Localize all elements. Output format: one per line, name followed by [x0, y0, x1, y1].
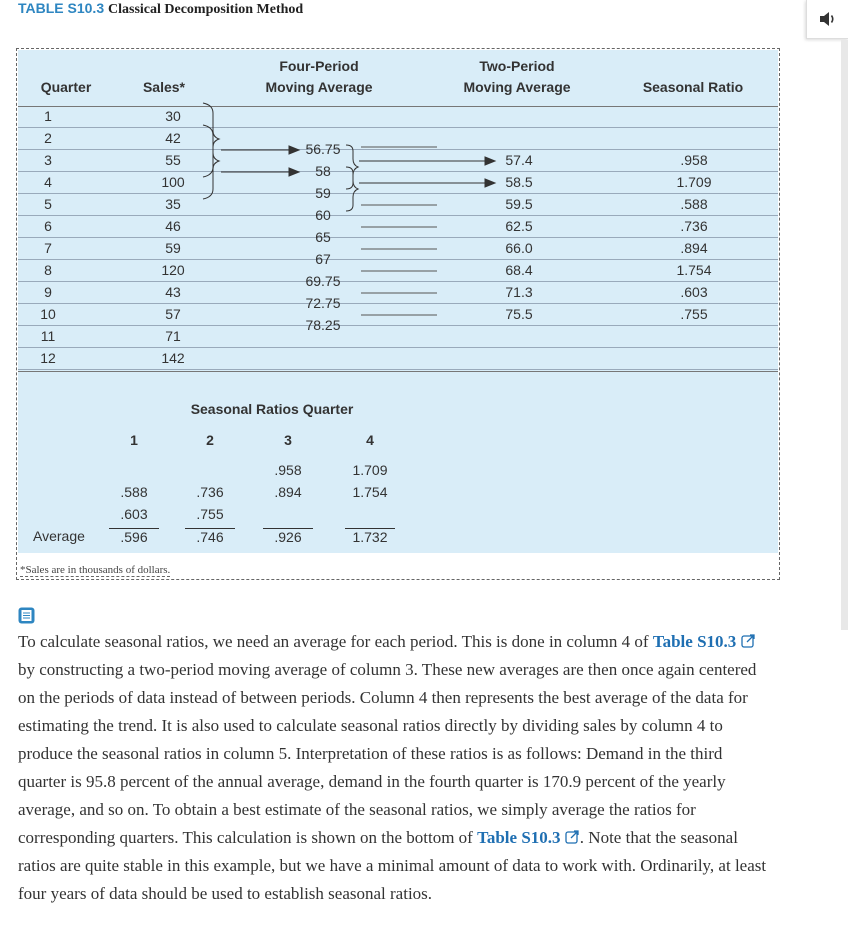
- summary-value: .958: [274, 462, 302, 478]
- body-paragraph: [18, 628, 768, 908]
- sales-brace-2: [203, 125, 219, 199]
- summary-value: 1.754: [352, 484, 388, 500]
- sales-cell: 55: [165, 152, 181, 168]
- arrowhead-56-75: [289, 146, 299, 154]
- sales-cell: 120: [161, 262, 185, 278]
- audio-button[interactable]: [806, 0, 848, 39]
- external-link-icon[interactable]: [741, 634, 756, 648]
- two-period-value: 62.5: [505, 218, 533, 234]
- header-quarter: Quarter: [40, 79, 92, 95]
- quarter-cell: 7: [44, 240, 52, 256]
- footnote: *Sales are in thousands of dollars.: [20, 564, 171, 576]
- header-two-line2: Moving Average: [463, 79, 571, 95]
- average-value: .746: [185, 528, 235, 545]
- four-period-value: 72.75: [305, 295, 341, 311]
- summary-value: .894: [274, 484, 302, 500]
- four-period-value: 56.75: [305, 141, 341, 157]
- table-label: TABLE S10.3: [18, 0, 105, 16]
- header-four-line1: Four-Period: [279, 58, 359, 74]
- connector-graphics: [17, 49, 779, 379]
- table-link-1[interactable]: Table S10.3: [652, 632, 737, 651]
- summary-col-header: 2: [206, 432, 214, 448]
- summary-value: 1.709: [352, 462, 388, 478]
- para-part-3: . Note that the seasonal ratios are quite stable in this example, but we have a minimal amount of data to work with. Ordinarily, at least four years of data should be used to establish seasonal ratios.: [18, 828, 767, 903]
- quarter-cell: 3: [44, 152, 52, 168]
- two-period-value: 68.4: [505, 262, 533, 278]
- quarter-cell: 6: [44, 218, 52, 234]
- table-bottom-rule: [18, 371, 778, 372]
- two-period-value: 75.5: [505, 306, 533, 322]
- sales-brace-1: [203, 103, 219, 177]
- sales-cell: 35: [165, 196, 181, 212]
- table-caption: [18, 0, 303, 18]
- sales-cell: 59: [165, 240, 181, 256]
- external-link-icon[interactable]: [565, 830, 580, 844]
- average-value: .926: [263, 528, 313, 545]
- sales-cell: 46: [165, 218, 181, 234]
- ratio-value: .588: [680, 196, 708, 212]
- four-period-value: 58: [315, 163, 331, 179]
- four-period-value: 59: [315, 185, 331, 201]
- sales-cell: 71: [165, 328, 181, 344]
- four-period-value: 65: [315, 229, 331, 245]
- ratio-value: .958: [680, 152, 708, 168]
- quarter-cell: 8: [44, 262, 52, 278]
- summary-value: .603: [120, 506, 148, 522]
- summary-value: .588: [120, 484, 148, 500]
- ratio-value: 1.709: [676, 174, 712, 190]
- ratio-value: .603: [680, 284, 708, 300]
- four-period-value: 67: [315, 251, 331, 267]
- two-period-value: 71.3: [505, 284, 533, 300]
- table-title: Classical Decomposition Method: [108, 2, 304, 17]
- four-period-value: 78.25: [305, 317, 341, 333]
- two-period-value: 57.4: [505, 152, 533, 168]
- header-seasonal-ratio: Seasonal Ratio: [642, 79, 744, 95]
- book-icon[interactable]: [18, 607, 35, 629]
- header-four-line2: Moving Average: [265, 79, 373, 95]
- summary-col-header: 4: [366, 432, 374, 448]
- sales-cell: 142: [161, 350, 185, 366]
- quarter-cell: 5: [44, 196, 52, 212]
- table-link-2[interactable]: Table S10.3: [477, 828, 561, 847]
- summary-col-header: 1: [130, 432, 138, 448]
- quarter-cell: 1: [44, 108, 52, 124]
- speaker-icon: [819, 11, 837, 27]
- sales-cell: 42: [165, 130, 181, 146]
- quarter-cell: 4: [44, 174, 52, 190]
- average-value: .596: [109, 528, 159, 545]
- two-period-value: 59.5: [505, 196, 533, 212]
- summary-title: Seasonal Ratios Quarter: [190, 401, 354, 417]
- para-part-1: To calculate seasonal ratios, we need an average for each period. This is done in column 4 of: [18, 632, 653, 651]
- table-figure: [16, 48, 780, 580]
- para-part-2: by constructing a two-period moving average of column 3. These new averages are then once again centered on the periods of data instead of between periods. Column 4 then represents the best average of the data for estimating the trend. It is also used to calculate seasonal ratios directly by dividing sales by column 4 to produce the seasonal ratios in column 5. Interpretation of these ratios is as follows: Demand in the third quarter is 95.8 percent of the annual average, demand in the fourth quarter is 170.9 percent of the yearly average, and so on. To obtain a best estimate of the seasonal ratios, we simply average the ratios for corresponding quarters. This calculation is shown on the bottom of: [18, 660, 757, 847]
- sales-cell: 100: [161, 174, 185, 190]
- quarter-cell: 9: [44, 284, 52, 300]
- summary-col-header: 3: [284, 432, 292, 448]
- arrowhead-57-4: [485, 157, 495, 165]
- two-period-value: 66.0: [505, 240, 533, 256]
- quarter-cell: 10: [40, 306, 56, 322]
- summary-value: .736: [196, 484, 224, 500]
- ratio-value: .755: [680, 306, 708, 322]
- ratio-value: 1.754: [676, 262, 712, 278]
- sales-cell: 30: [165, 108, 181, 124]
- average-label: Average: [33, 528, 85, 544]
- header-sales: Sales*: [142, 79, 186, 95]
- arrowhead-58-5: [485, 179, 495, 187]
- two-period-value: 58.5: [505, 174, 533, 190]
- four-period-value: 69.75: [305, 273, 341, 289]
- average-value: 1.732: [345, 528, 395, 545]
- arrowhead-58: [289, 168, 299, 176]
- header-two-line1: Two-Period: [479, 58, 555, 74]
- quarter-cell: 11: [40, 328, 56, 344]
- scrollbar[interactable]: [841, 40, 848, 630]
- quarter-cell: 2: [44, 130, 52, 146]
- ratio-value: .894: [680, 240, 708, 256]
- summary-value: .755: [196, 506, 224, 522]
- four-period-value: 60: [315, 207, 331, 223]
- sales-cell: 57: [165, 306, 181, 322]
- ratio-value: .736: [680, 218, 708, 234]
- sales-cell: 43: [165, 284, 181, 300]
- quarter-cell: 12: [40, 350, 56, 366]
